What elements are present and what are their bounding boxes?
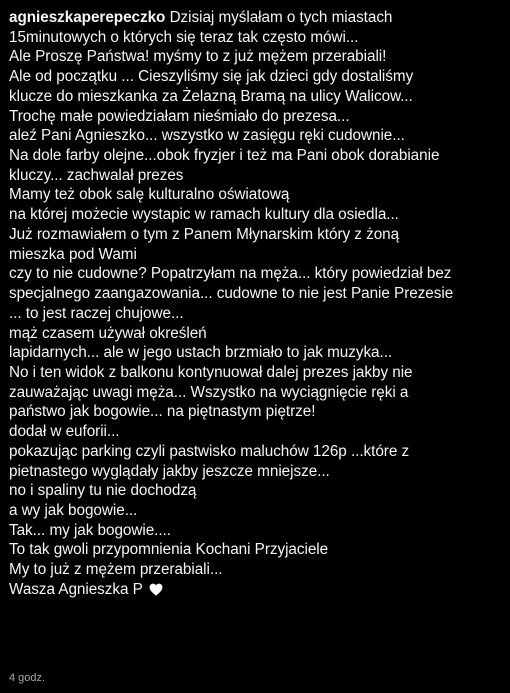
caption-line: kluczy... zachwalał prezes [9, 166, 184, 184]
caption-line: dodał w euforii... [9, 423, 120, 441]
caption-line: Mamy też obok salę kulturalno oświatową [9, 186, 290, 204]
caption-line: Ale Proszę Państwa! myśmy to z już mężem przerabiali! [9, 48, 387, 66]
caption-line: pokazując parking czyli pastwisko maluchów 126p ...które z [9, 442, 410, 460]
white-heart-icon [149, 583, 163, 596]
caption-line: 15minutowych o których się teraz tak często mówi... [9, 28, 359, 46]
caption-line: klucze do mieszkanka za Żelazną Bramą na ulicy Walicow... [9, 87, 413, 105]
caption-line: specjalnego zaangazowania... cudowne to nie jest Panie Prezesie [9, 285, 454, 303]
caption-line: na której możecie wystapic w ramach kultury dla osiedla... [9, 206, 399, 224]
caption-line: zauważając uwagi męża... Wszystko na wyciągnięcie ręki a [9, 383, 409, 401]
caption-signature-line [9, 580, 505, 600]
caption-line: ... to jest raczej chujowe... [9, 304, 184, 322]
caption-line: Tak... my jak bogowie.... [9, 521, 171, 539]
caption-line: pietnastego wyglądały jakby jeszcze mniejsze... [9, 462, 330, 480]
caption-line: państwo jak bogowie... na piętnastym piętrze! [9, 403, 316, 421]
username[interactable]: agnieszkaperepeczko [9, 9, 166, 26]
post-caption [9, 8, 505, 600]
caption-line: Już rozmawiałem o tym z Panem Młynarskim który z żoną [9, 225, 400, 243]
caption-line: mąż czasem używał określeń [9, 324, 207, 342]
caption-line: Dzisiaj myślałam o tych miastach [169, 9, 393, 26]
caption-line: mieszka pod Wami [9, 245, 137, 263]
caption-line: My to już z mężem przerabiali... [9, 561, 223, 579]
caption-line: Ale od początku ... Cieszyliśmy się jak dzieci gdy dostaliśmy [9, 68, 414, 86]
post-timestamp[interactable]: 4 godz. [9, 672, 46, 684]
caption-line: Na dole farby olejne...obok fryzjer i też ma Pani obok dorabianie [9, 147, 440, 165]
caption-line: a wy jak bogowie... [9, 501, 138, 519]
caption-line: czy to nie cudowne? Popatrzyłam na męża... który powiedział bez [9, 265, 452, 283]
caption-line: Trochę małe powiedziałam nieśmiało do prezesa... [9, 107, 350, 125]
caption-line: To tak gwoli przypomnienia Kochani Przyjaciele [9, 541, 329, 559]
caption-line: No i ten widok z balkonu kontynuował dalej prezes jakby nie [9, 363, 413, 381]
caption-line: aleź Pani Agnieszko... wszystko w zasięgu ręki cudownie... [9, 127, 405, 145]
signature-text: Wasza Agnieszka P [9, 580, 143, 598]
caption-line: no i spaliny tu nie dochodzą [9, 482, 197, 500]
caption-line: lapidarnych... ale w jego ustach brzmiało to jak muzyka... [9, 344, 393, 362]
caption-first-line [9, 8, 505, 28]
